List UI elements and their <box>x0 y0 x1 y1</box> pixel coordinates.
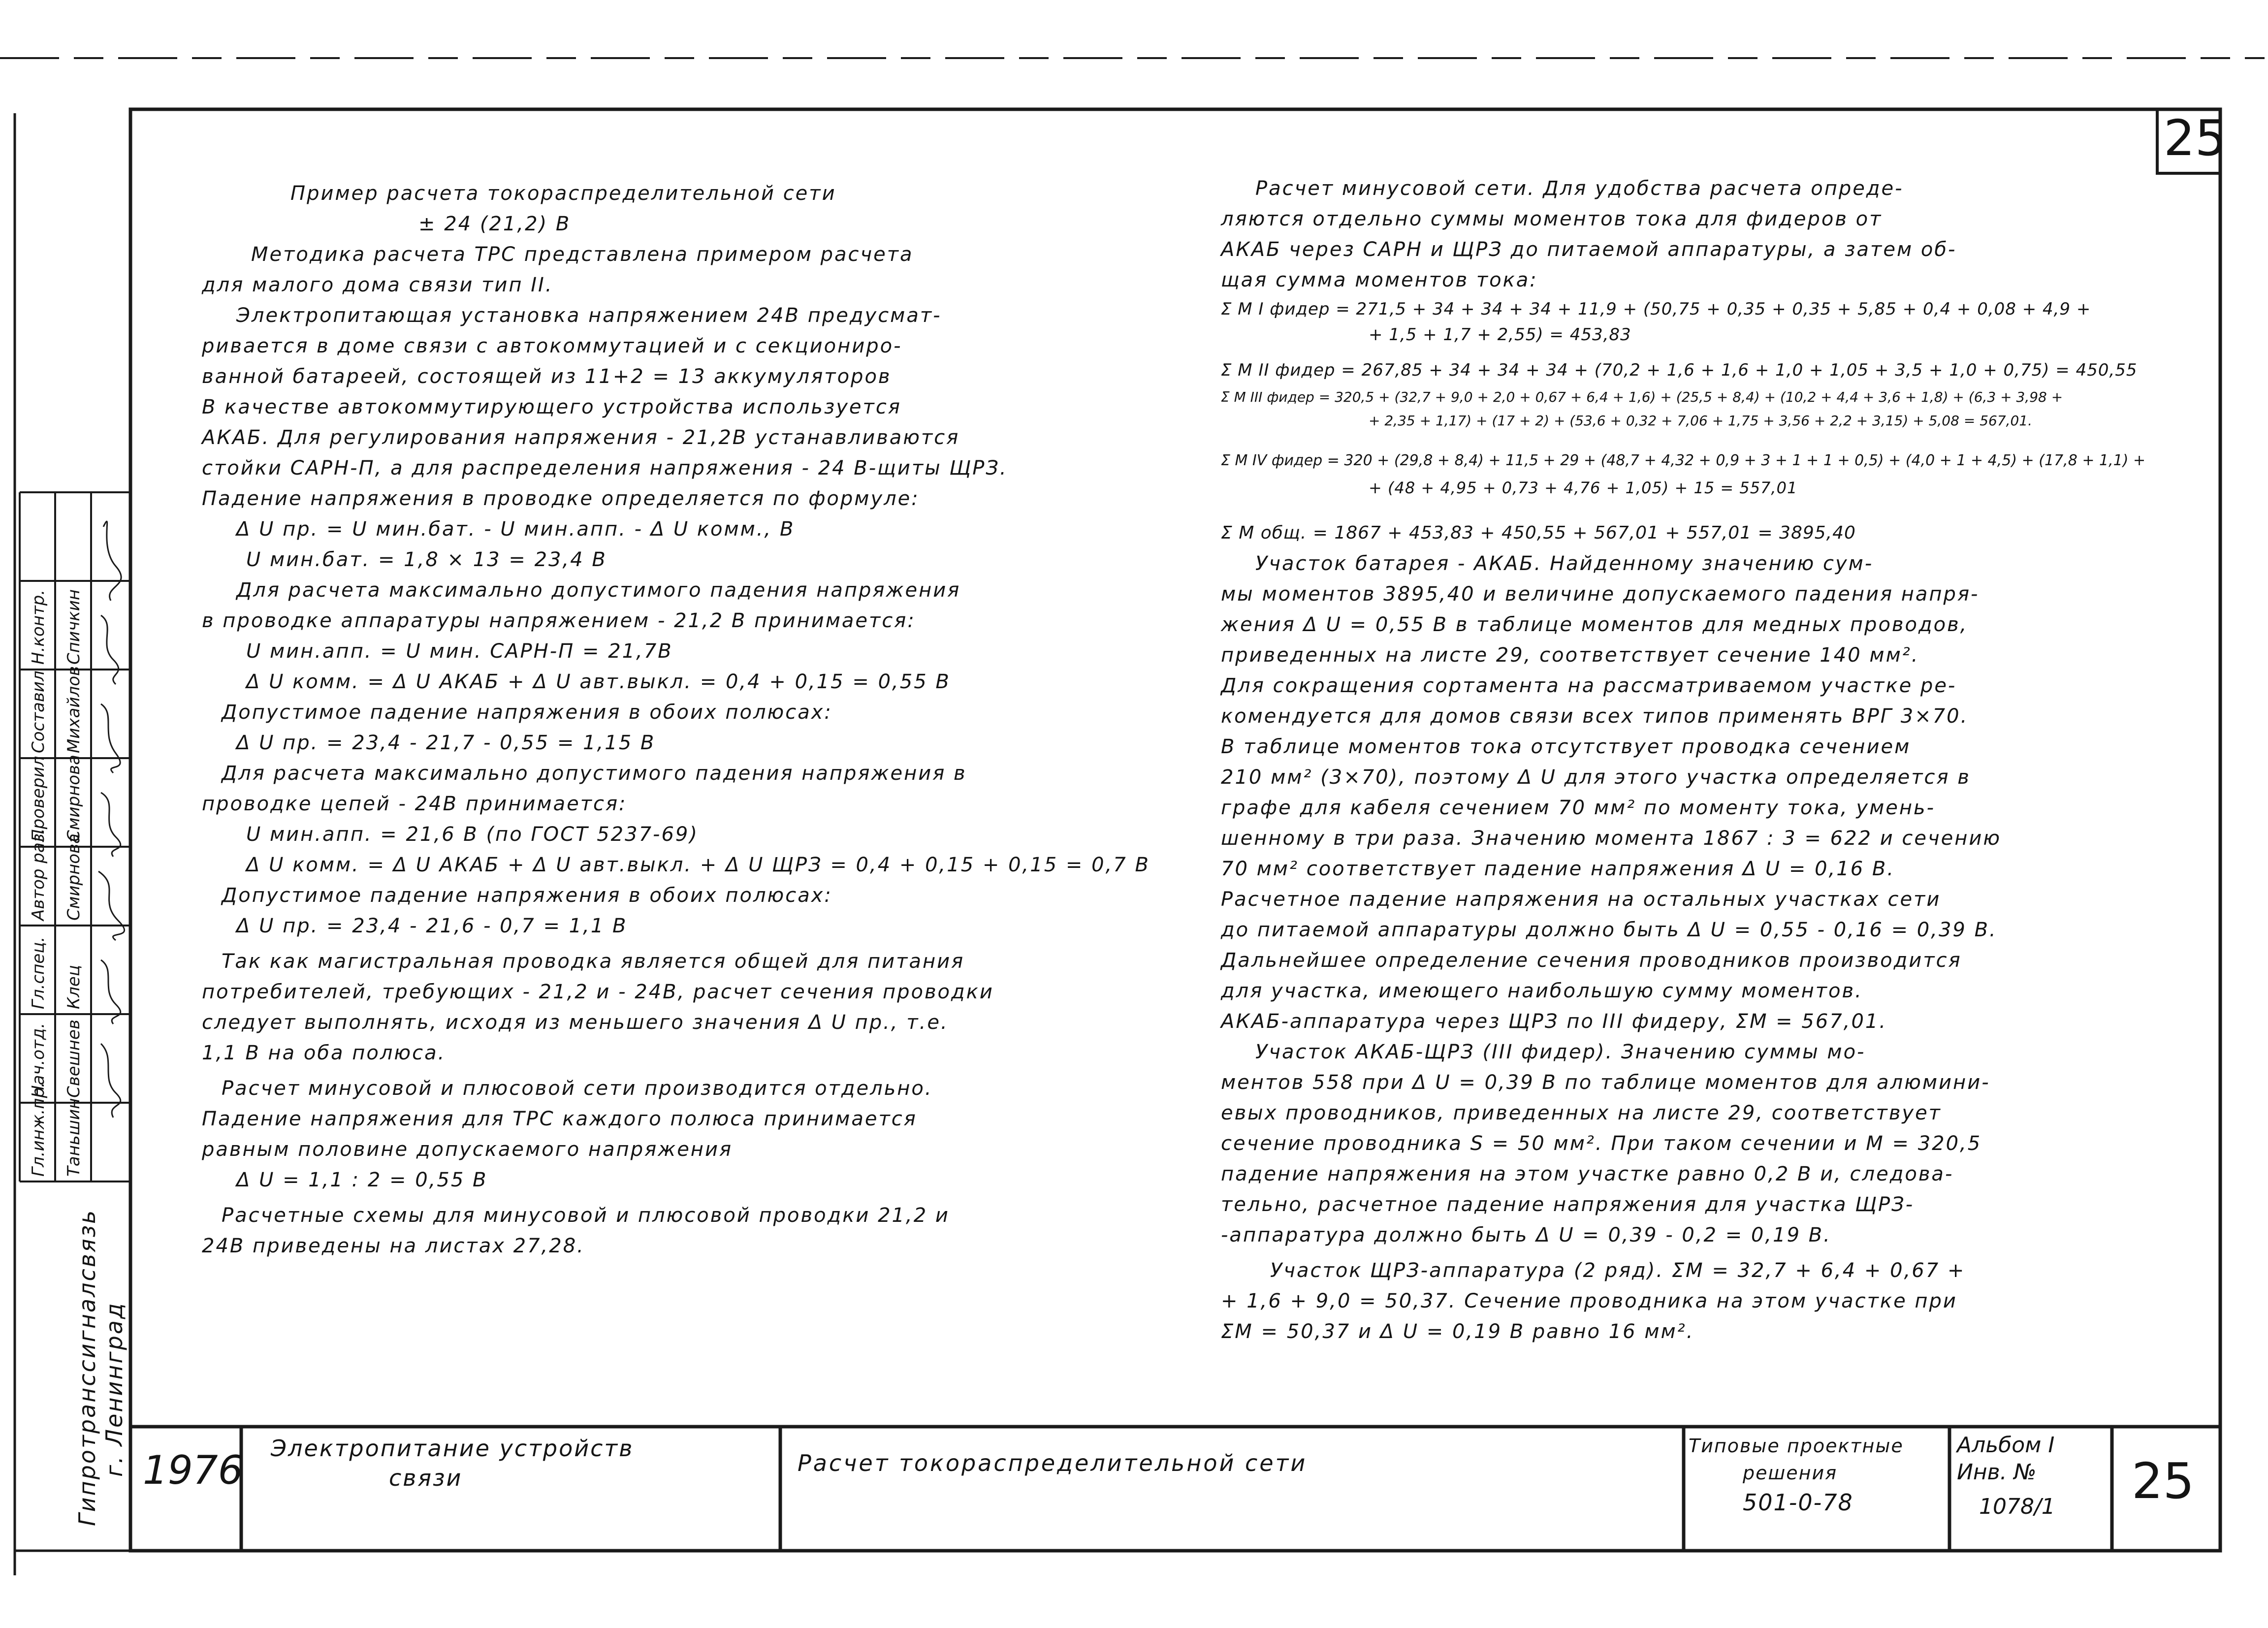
right-formula: Σ M II фидер = 267,85 + 34 + 34 + 34 + (70,2 + 1,6 + 1,6 + 1,0 + 1,05 + 3,5 + 1,0 + 0,75) = 450,55 <box>1221 360 2138 380</box>
sheet-title: Расчет токораспределительной сети <box>798 1450 1308 1476</box>
left-formula: Δ U пр. = 23,4 - 21,6 - 0,7 = 1,1 В <box>236 915 628 937</box>
series-label-2: решения <box>1743 1462 1838 1484</box>
left-heading-1: Пример расчета токораспределительной сети <box>290 182 836 205</box>
right-line: до питаемой аппаратуры должно быть Δ U = 0,55 - 0,16 = 0,39 В. <box>1221 919 1997 941</box>
left-line: Допустимое падение напряжения в обоих полюсах: <box>222 701 832 724</box>
left-line: проводке цепей - 24В принимается: <box>202 793 627 815</box>
title-section: Электропитание устройств <box>271 1435 634 1462</box>
left-formula: U мин.апп. = U мин. САРН-П = 21,7В <box>246 640 673 663</box>
right-formula: + 1,5 + 1,7 + 2,55) = 453,83 <box>1369 325 1631 345</box>
left-line: Электропитающая установка напряжением 24В предусмат- <box>236 304 942 327</box>
signature-role-7: Н.контр. <box>29 589 48 665</box>
title-year: 1976 <box>143 1447 243 1493</box>
left-line: 1,1 В на оба полюса. <box>202 1042 446 1064</box>
right-formula: + (48 + 4,95 + 0,73 + 4,76 + 1,05) + 15 = 557,01 <box>1369 479 1798 497</box>
left-line: потребителей, требующих - 21,2 и - 24В, расчет сечения проводки <box>202 981 994 1003</box>
left-line: Так как магистральная проводка является общей для питания <box>222 950 965 973</box>
right-formula: Σ M IV фидер = 320 + (29,8 + 8,4) + 11,5 + 29 + (48,7 + 4,32 + 0,9 + 3 + 1 + 1 + 0,5) + (4,0 + 1 + 4,5) + (17,8 + 1,1) + <box>1221 452 2146 469</box>
left-text-column <box>202 182 1162 1275</box>
signature-name-4: Смирнова <box>64 833 84 921</box>
album-label: Альбом I <box>1957 1433 2055 1458</box>
organization-city: г. Ленинград <box>101 1302 128 1477</box>
left-line: Методика расчета ТРС представлена примером расчета <box>251 243 914 266</box>
left-line: для малого дома связи тип II. <box>202 274 553 296</box>
left-formula: U мин.апп. = 21,6 В (по ГОСТ 5237-69) <box>246 823 699 846</box>
signature-scribbles <box>94 497 128 1177</box>
right-line: шенному в три раза. Значению момента 1867 : 3 = 622 и сечению <box>1221 827 2002 850</box>
signature-role-6: Составил <box>29 670 48 753</box>
signature-name-1: Таньшин <box>64 1098 84 1177</box>
right-line: + 1,6 + 9,0 = 50,37. Сечение проводника на этом участке при <box>1221 1290 1957 1312</box>
right-line: падение напряжения на этом участке равно 0,2 В и, следова- <box>1221 1163 1954 1185</box>
left-formula: Δ U комм. = Δ U АКАБ + Δ U авт.выкл. + Δ U ЩРЗ = 0,4 + 0,15 + 0,15 = 0,7 В <box>246 854 1150 876</box>
right-line: 70 мм² соответствует падение напряжения Δ U = 0,16 В. <box>1221 858 1895 880</box>
inventory-number: 1078/1 <box>1979 1494 2055 1519</box>
signature-name-3: Клец <box>64 965 84 1009</box>
right-line: тельно, расчетное падение напряжения для участка ЩРЗ- <box>1221 1193 1915 1216</box>
left-line: В качестве автокоммутирующего устройства используется <box>202 396 901 418</box>
right-line: -аппаратура должно быть Δ U = 0,39 - 0,2 = 0,19 В. <box>1221 1224 1831 1246</box>
right-line: 210 мм² (3×70), поэтому Δ U для этого участка определяется в <box>1221 766 1971 789</box>
left-formula: Δ U комм. = Δ U АКАБ + Δ U авт.выкл. = 0,4 + 0,15 = 0,55 В <box>246 670 951 693</box>
left-line: стойки САРН-П, а для распределения напряжения - 24 В-щиты ЩРЗ. <box>202 457 1008 479</box>
left-formula: Δ U = 1,1 : 2 = 0,55 В <box>236 1169 488 1191</box>
series-number: 501-0-78 <box>1743 1489 1853 1516</box>
signature-role-2: Нач.отд. <box>29 1022 48 1098</box>
title-section-2: связи <box>389 1465 463 1491</box>
left-heading-2: ± 24 (21,2) В <box>418 213 571 235</box>
organization-name: Гипротранссигналсвязь <box>74 1209 100 1526</box>
left-line: Падение напряжения в проводке определяется по формуле: <box>202 487 920 510</box>
left-line: равным половине допускаемого напряжения <box>202 1138 733 1161</box>
right-line: Дальнейшее определение сечения проводников производится <box>1221 949 1962 972</box>
right-line: Участок батарея - АКАБ. Найденному значению сум- <box>1255 552 1874 575</box>
inventory-label: Инв. № <box>1957 1460 2037 1485</box>
right-line: Расчетное падение напряжения на остальных участках сети <box>1221 888 1941 911</box>
right-line: сечение проводника S = 50 мм². При таком сечении и M = 320,5 <box>1221 1132 1982 1155</box>
left-formula: Δ U пр. = 23,4 - 21,7 - 0,55 = 1,15 В <box>236 732 656 754</box>
left-line: Расчет минусовой и плюсовой сети производится отдельно. <box>222 1077 933 1100</box>
right-line: АКАБ-аппаратура через ЩРЗ по III фидеру, ΣM = 567,01. <box>1221 1010 1887 1033</box>
right-formula: Σ M общ. = 1867 + 453,83 + 450,55 + 567,01 + 557,01 = 3895,40 <box>1221 523 1856 543</box>
left-line: Падение напряжения для ТРС каждого полюса принимается <box>202 1108 917 1130</box>
left-line: АКАБ. Для регулирования напряжения - 21,2В устанавливаются <box>202 426 960 449</box>
right-formula: + 2,35 + 1,17) + (17 + 2) + (53,6 + 0,32 + 7,06 + 1,75 + 3,56 + 2,2 + 3,15) + 5,08 = 567,01. <box>1369 413 2033 429</box>
sheet-number: 25 <box>2132 1452 2195 1510</box>
right-line: Участок АКАБ-ЩРЗ (III фидер). Значению суммы мо- <box>1255 1041 1866 1063</box>
left-line: Для расчета максимально допустимого падения напряжения в <box>222 762 967 785</box>
right-line: комендуется для домов связи всех типов применять ВРГ 3×70. <box>1221 705 1969 728</box>
left-formula: Δ U пр. = U мин.бат. - U мин.апп. - Δ U комм., В <box>236 518 795 541</box>
right-line: Расчет минусовой сети. Для удобства расчета опреде- <box>1255 177 1904 200</box>
left-line: Допустимое падение напряжения в обоих полюсах: <box>222 884 832 907</box>
right-line: мы моментов 3895,40 и величине допускаемого падения напря- <box>1221 583 1980 606</box>
left-line: ванной батареей, состоящей из 11+2 = 13 аккумуляторов <box>202 365 892 388</box>
left-line: следует выполнять, исходя из меньшего значения Δ U пр., т.е. <box>202 1011 949 1034</box>
left-line: в проводке аппаратуры напряжением - 21,2 В принимается: <box>202 609 916 632</box>
signature-name-5: Смирнова <box>64 755 84 842</box>
signature-role-5: Проверил <box>29 756 48 842</box>
right-line: Для сокращения сортамента на рассматриваемом участке ре- <box>1221 674 1957 697</box>
signature-name-7: Спичкин <box>64 589 84 665</box>
right-line: ΣM = 50,37 и Δ U = 0,19 В равно 16 мм². <box>1221 1320 1694 1343</box>
right-line: евых проводников, приведенных на листе 29, соответствует <box>1221 1102 1942 1124</box>
right-line: для участка, имеющего наибольшую сумму моментов. <box>1221 980 1863 1002</box>
signature-role-1: Гл.инж.пр. <box>29 1082 48 1177</box>
right-line: Участок ЩРЗ-аппаратура (2 ряд). ΣM = 32,7 + 6,4 + 0,67 + <box>1270 1259 1966 1282</box>
right-line: В таблице моментов тока отсутствует проводка сечением <box>1221 735 1911 758</box>
left-line: ривается в доме связи с автокоммутацией и с секциониро- <box>202 335 902 357</box>
right-line: ляются отдельно суммы моментов тока для фидеров от <box>1221 208 1883 230</box>
right-line: АКАБ через САРН и ЩРЗ до питаемой аппаратуры, а затем об- <box>1221 238 1957 261</box>
right-text-column <box>1221 177 2196 1359</box>
left-line: Расчетные схемы для минусовой и плюсовой проводки 21,2 и <box>222 1204 950 1227</box>
page-number: 25 <box>2164 109 2227 167</box>
signature-role-3: Гл.спец. <box>29 936 48 1009</box>
left-line: Для расчета максимально допустимого падения напряжения <box>236 579 961 602</box>
left-line: 24В приведены на листах 27,28. <box>202 1235 585 1257</box>
left-formula: U мин.бат. = 1,8 × 13 = 23,4 В <box>246 548 607 571</box>
right-line: приведенных на листе 29, соответствует сечение 140 мм². <box>1221 644 1919 667</box>
right-line: графе для кабеля сечением 70 мм² по моменту тока, умень- <box>1221 797 1936 819</box>
right-line: ментов 558 при Δ U = 0,39 В по таблице моментов для алюмини- <box>1221 1071 1990 1094</box>
right-line: жения Δ U = 0,55 В в таблице моментов для медных проводов, <box>1221 613 1968 636</box>
right-formula: Σ M III фидер = 320,5 + (32,7 + 9,0 + 2,0 + 0,67 + 6,4 + 1,6) + (25,5 + 8,4) + (10,2 + 4,4 + 3,6 + 1,8) + (6,3 + 3,98 + <box>1221 389 2063 405</box>
signature-name-2: Свешнев <box>64 1020 84 1098</box>
signature-role-4: Автор раз. <box>29 828 48 921</box>
right-formula: Σ M I фидер = 271,5 + 34 + 34 + 34 + 11,9 + (50,75 + 0,35 + 0,35 + 5,85 + 0,4 + 0,08 + 4,9 + <box>1221 299 2091 319</box>
signature-name-6: Михайлов <box>64 666 84 753</box>
right-line: щая сумма моментов тока: <box>1221 269 1538 291</box>
series-label: Типовые проектные <box>1689 1435 1904 1457</box>
